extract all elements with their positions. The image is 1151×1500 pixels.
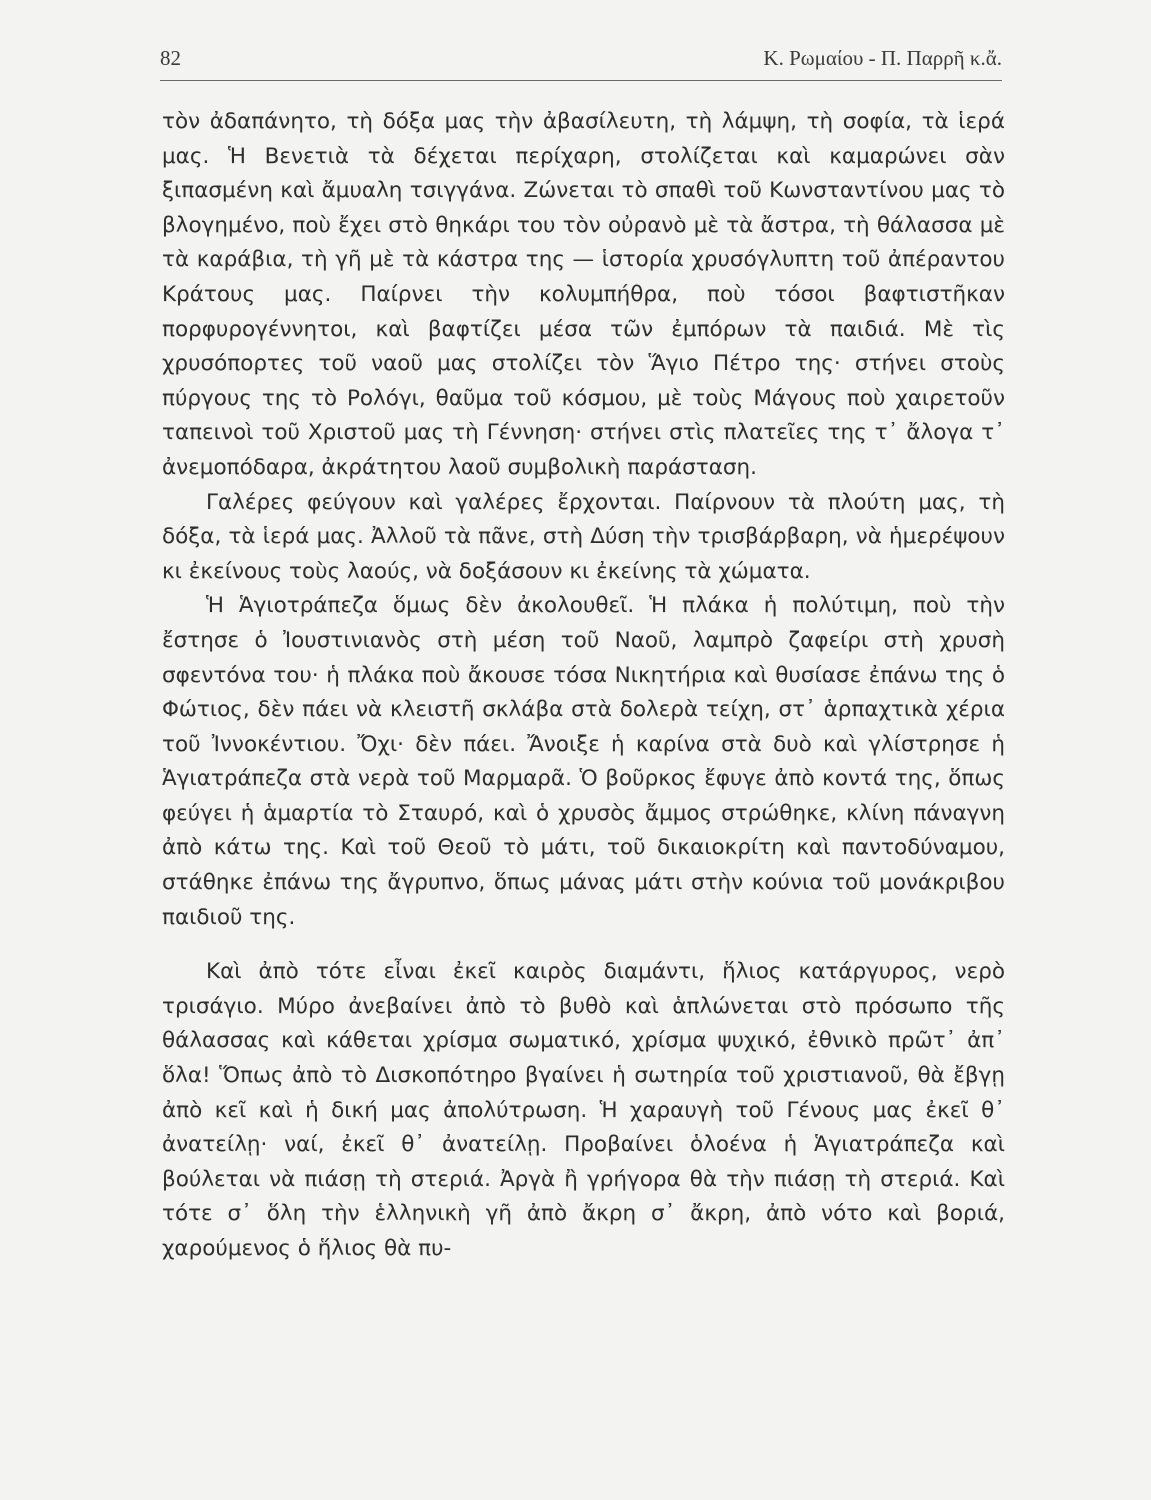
- paragraph-4: Καὶ ἀπὸ τότε εἶναι ἐκεῖ καιρὸς διαμάντι, ἥλιος κατάργυρος, νερὸ τρισάγιο. Μύρο ἀνεβαίνει ἀπὸ τὸ βυθὸ καὶ ἁπλώνεται στὸ πρόσωπο τῆς θάλασσας καὶ κάθεται χρίσμα σωματικό, χρίσμα ψυχικό, ἐθνικὸ πρῶτ᾿ ἀπ᾿ ὅλα! Ὅπως ἀπὸ τὸ Δισκοπότηρο βγαίνει ἡ σωτηρία τοῦ χριστιανοῦ, θὰ ἔβγῃ ἀπὸ κεῖ καὶ ἡ δική μας ἀπολύτρωση. Ἡ χαραυγὴ τοῦ Γένους μας ἐκεῖ θ᾿ ἀνατείλῃ· ναί, ἐκεῖ θ᾿ ἀνατείλῃ. Προβαίνει ὁλοένα ἡ Ἁγιατράπεζα καὶ βούλεται νὰ πιάσῃ τὴ στεριά. Ἀργὰ ἢ γρήγορα θὰ τὴν πιάσῃ τὴ στεριά. Καὶ τότε σ᾿ ὅλη τὴν ἑλληνικὴ γῆ ἀπὸ ἄκρη σ᾿ ἄκρη, ἀπὸ νότο καὶ βοριά, χαρούμενος ὁ ἥλιος θὰ πυ-: [162, 959, 1005, 1261]
- body-text: [162, 105, 1005, 1267]
- paragraph-1: τὸν ἀδαπάνητο, τὴ δόξα μας τὴν ἀβασίλευτη, τὴ λάμψη, τὴ σοφία, τὰ ἱερά μας. Ἡ Βενετιὰ τὰ δέχεται περίχαρη, στολίζεται καὶ καμαρώνει σὰν ξιπασμένη καὶ ἄμυαλη τσιγγάνα. Ζώνεται τὸ σπαθὶ τοῦ Κωνσταντίνου μας τὸ βλογημένο, ποὺ ἔχει στὸ θηκάρι του τὸν οὐρανὸ μὲ τὰ ἄστρα, τὴ θάλασσα μὲ τὰ καράβια, τὴ γῆ μὲ τὰ κάστρα της — ἱστορία χρυσόγλυπτη τοῦ ἀπέραντου Κράτους μας. Παίρνει τὴν κολυμπήθρα, ποὺ τόσοι βαφτιστῆκαν πορφυρογέννητοι, καὶ βαφτίζει μέσα τῶν ἐμπόρων τὰ παιδιά. Μὲ τὶς χρυσόπορτες τοῦ ναοῦ μας στολίζει τὸν Ἅγιο Πέτρο της· στήνει στοὺς πύργους της τὸ Ρολόγι, θαῦμα τοῦ κόσμου, μὲ τοὺς Μάγους ποὺ χαιρετοῦν ταπεινοὶ τοῦ Χριστοῦ μας τὴ Γέννηση· στήνει στὶς πλατεῖες της τ᾿ ἄλογα τ᾿ ἀνεμοπόδαρα, ἀκράτητου λαοῦ συμβολικὴ παράσταση.: [162, 109, 1005, 480]
- page-number: 82: [160, 46, 181, 70]
- paragraph-3: Ἡ Ἁγιοτράπεζα ὅμως δὲν ἀκολουθεῖ. Ἡ πλάκα ἡ πολύτιμη, ποὺ τὴν ἔστησε ὁ Ἰουστινιανὸς στὴ μέση τοῦ Ναοῦ, λαμπρὸ ζαφείρι στὴ χρυσὴ σφεντόνα του· ἡ πλάκα ποὺ ἄκουσε τόσα Νικητήρια καὶ θυσίασε ἐπάνω της ὁ Φώτιος, δὲν πάει νὰ κλειστῆ σκλάβα στὰ δολερὰ τείχη, στ᾿ ἁρπαχτικὰ χέρια τοῦ Ἰννοκέντιου. Ὄχι· δὲν πάει. Ἄνοιξε ἡ καρίνα στὰ δυὸ καὶ γλίστρησε ἡ Ἁγιατράπεζα στὰ νερὰ τοῦ Μαρμαρᾶ. Ὁ βοῦρκος ἔφυγε ἀπὸ κοντά της, ὅπως φεύγει ἡ ἁμαρτία τὸ Σταυρό, καὶ ὁ χρυσὸς ἄμμος στρώθηκε, κλίνη πάναγνη ἀπὸ κάτω της. Καὶ τοῦ Θεοῦ τὸ μάτι, τοῦ δικαιοκρίτη καὶ παντοδύναμου, στάθηκε ἐπάνω της ἄγρυπνο, ὅπως μάνας μάτι στὴν κούνια τοῦ μονάκριβου παιδιοῦ της.: [162, 593, 1005, 930]
- header-rule: [160, 80, 1002, 81]
- paragraph-2: Γαλέρες φεύγουν καὶ γαλέρες ἔρχονται. Παίρνουν τὰ πλούτη μας, τὴ δόξα, τὰ ἱερά μας. Ἀλλοῦ τὰ πᾶνε, στὴ Δύση τὴν τρισβάρβαρη, νὰ ἡμερέψουν κι ἐκείνους τοὺς λαούς, νὰ δοξάσουν κι ἐκείνης τὰ χώματα.: [162, 489, 1005, 584]
- page-header: [160, 46, 1002, 74]
- running-head: Κ. Ρωμαίου - Π. Παρρῆ κ.ἄ.: [763, 46, 1002, 70]
